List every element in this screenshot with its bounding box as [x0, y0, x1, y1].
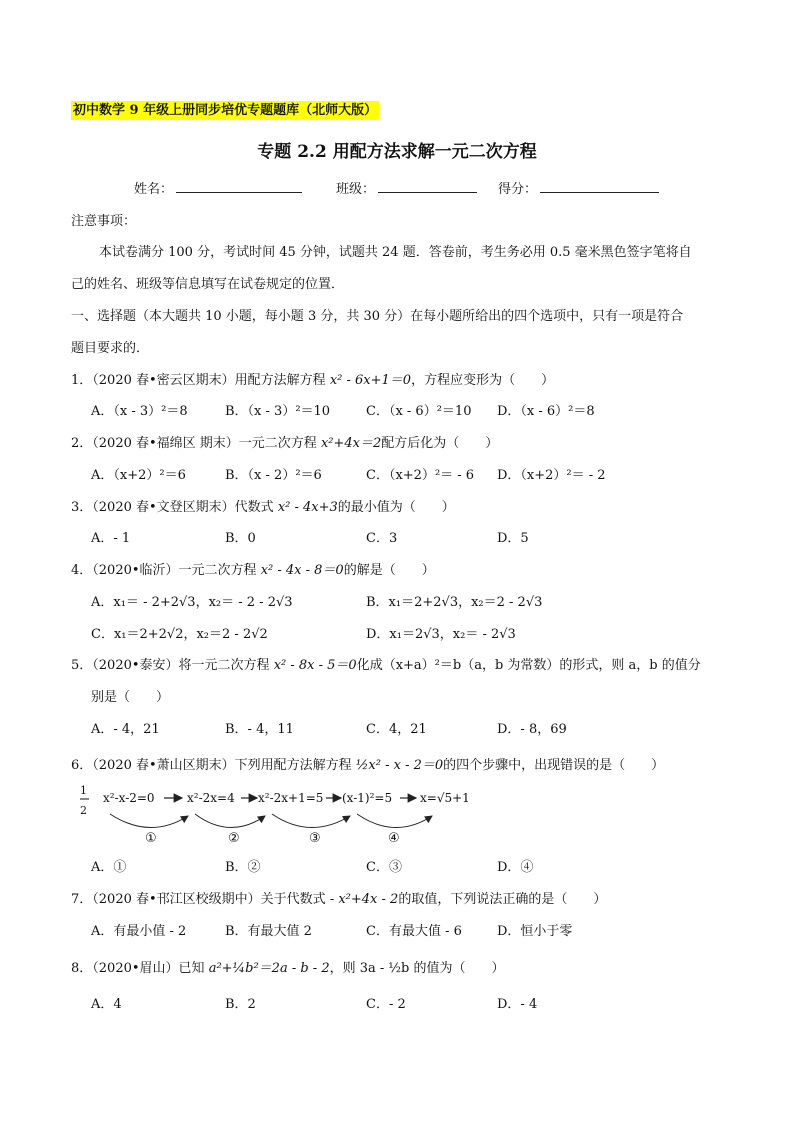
equation: x²+4x＝2: [320, 436, 382, 451]
question-4: 4．（2020•临沂）一元二次方程 x² - 4x - 8＝0的解是（ ）: [71, 563, 435, 578]
option-a[interactable]: A．（x - 3）²＝8: [91, 404, 188, 419]
notes-line-2: 己的姓名、班级等信息填写在试卷规定的位置．: [71, 277, 345, 292]
curved-arrow-3: [272, 814, 350, 828]
equation: ½x² - x - 2＝0: [355, 758, 444, 773]
option-a[interactable]: A．有最小值 - 2: [91, 924, 187, 939]
option-c[interactable]: C．x₁＝2+2√2，x₂＝2 - 2√2: [91, 627, 268, 642]
option-d[interactable]: D．x₁＝2√3，x₂＝ - 2√3: [366, 627, 516, 642]
steps-diagram: [80, 780, 500, 848]
option-c[interactable]: C．有最大值 - 6: [366, 924, 462, 939]
option-c[interactable]: C．4，21: [366, 722, 427, 737]
score-field[interactable]: [540, 192, 659, 193]
question-2: 2．（2020 春•福绵区 期末）一元二次方程 x²+4x＝2配方后化为（ ）: [71, 436, 499, 451]
marker-1: ①: [145, 831, 157, 846]
section-heading: 一、选择题（本大题共 10 小题，每小题 3 分，共 30 分）在每小题所给出的四个选项中，只有一项是符合: [71, 309, 684, 324]
option-c[interactable]: C．（x - 6）²＝10: [366, 404, 472, 419]
option-d[interactable]: D．恒小于零: [497, 924, 573, 939]
equation: x² - 4x+3: [277, 500, 338, 515]
question-3: 3．（2020 春•文登区期末）代数式 x² - 4x+3的最小值为（ ）: [71, 500, 455, 515]
option-b[interactable]: B．2: [225, 997, 256, 1012]
option-c[interactable]: C．- 2: [366, 997, 406, 1012]
option-c[interactable]: C．③: [366, 860, 402, 875]
page-title: 专题 2.2 用配方法求解一元二次方程: [257, 142, 537, 162]
option-b[interactable]: B．（x - 2）²＝6: [225, 468, 322, 483]
question-7: 7．（2020 春•邗江区校级期中）关于代数式 - x²+4x - 2的取值，下列说法正确的是（ ）: [71, 892, 607, 907]
series-banner: 初中数学 9 年级上册同步培优专题题库（北师大版）: [73, 103, 378, 118]
equation: a²+¼b²＝2a - b - 2: [208, 961, 330, 976]
option-a[interactable]: A．- 4，21: [91, 722, 160, 737]
option-b[interactable]: B．②: [225, 860, 261, 875]
step-1: x²-x-2=0: [103, 791, 155, 805]
equation: x² - 6x+1＝0: [329, 373, 412, 388]
question-1: 1．（2020 春•密云区期末）用配方法解方程 x² - 6x+1＝0，方程应变形为（ ）: [71, 373, 555, 388]
option-d[interactable]: D．- 8，69: [497, 722, 567, 737]
option-a[interactable]: A．x₁＝ - 2+2√3，x₂＝ - 2 - 2√3: [91, 595, 293, 610]
option-d[interactable]: D．- 4: [497, 997, 538, 1012]
class-field[interactable]: [378, 192, 477, 193]
option-c[interactable]: C．3: [366, 531, 398, 546]
option-b[interactable]: B．x₁＝2+2√3，x₂＝2 - 2√3: [366, 595, 543, 610]
class-label: 班级：: [336, 182, 376, 197]
question-5-cont: 别是（ ）: [91, 690, 170, 705]
step-2: x²-2x=4: [187, 791, 235, 805]
question-6: 6．（2020 春•萧山区期末）下列用配方法解方程 ½x² - x - 2＝0的四个步骤中，出现错误的是（ ）: [71, 758, 665, 773]
option-c[interactable]: C．（x+2）²＝ - 6: [366, 468, 475, 483]
curved-arrow-2: [195, 814, 265, 828]
step-1-fraction-denominator: 2: [80, 804, 87, 817]
section-heading-cont: 题目要求的．: [71, 341, 150, 356]
marker-3: ③: [309, 831, 321, 846]
option-d[interactable]: D．（x+2）²＝ - 2: [497, 468, 606, 483]
notes-heading: 注意事项：: [71, 214, 137, 229]
equation: x² - 4x - 8＝0: [260, 563, 344, 578]
option-a[interactable]: A．①: [91, 860, 127, 875]
name-field[interactable]: [176, 192, 302, 193]
curved-arrow-4: [357, 814, 432, 828]
option-a[interactable]: A．（x+2）²＝6: [91, 468, 186, 483]
notes-line-1: 本试卷满分 100 分，考试时间 45 分钟，试题共 24 题．答卷前，考生务必用 0.5 毫米黑色签字笔将自: [99, 245, 692, 260]
option-b[interactable]: B．有最大值 2: [225, 924, 312, 939]
option-a[interactable]: A．- 1: [91, 531, 131, 546]
marker-4: ④: [388, 831, 400, 846]
option-b[interactable]: B．- 4，11: [225, 722, 294, 737]
option-b[interactable]: B．0: [225, 531, 256, 546]
score-label: 得分：: [498, 182, 538, 197]
option-a[interactable]: A．4: [91, 997, 122, 1012]
option-d[interactable]: D．④: [497, 860, 534, 875]
curved-arrow-1: [110, 814, 188, 828]
option-b[interactable]: B．（x - 3）²＝10: [225, 404, 331, 419]
step-3: x²-2x+1=5: [258, 791, 324, 805]
step-5: x=√5+1: [420, 791, 470, 805]
step-1-fraction-numerator: 1: [80, 784, 87, 797]
equation: - x²+4x - 2: [329, 892, 399, 907]
marker-2: ②: [228, 831, 240, 846]
question-5: 5．（2020•泰安）将一元二次方程 x² - 8x - 5＝0化成（x+a）²＝b（a，b 为常数）的形式，则 a，b 的值分: [71, 658, 701, 673]
option-d[interactable]: D．5: [497, 531, 529, 546]
equation: x² - 8x - 5＝0: [273, 658, 357, 673]
name-label: 姓名：: [134, 182, 174, 197]
step-4: (x-1)²=5: [342, 791, 393, 805]
question-8: 8．（2020•眉山）已知 a²+¼b²＝2a - b - 2，则 3a - ½b 的值为（ ）: [71, 961, 505, 976]
option-d[interactable]: D．（x - 6）²＝8: [497, 404, 595, 419]
